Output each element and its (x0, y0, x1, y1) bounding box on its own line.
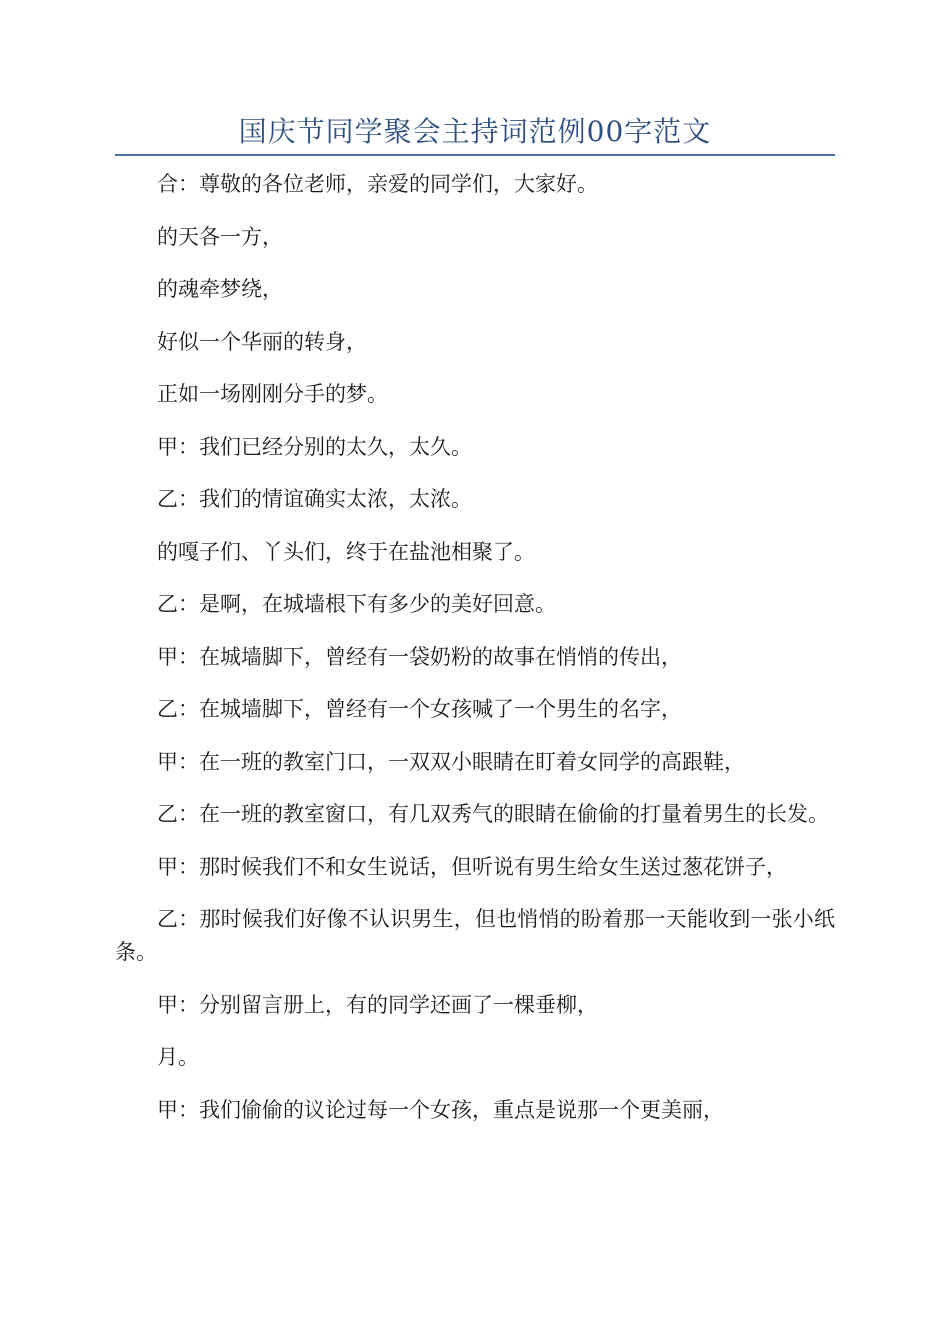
paragraph: 正如一场刚刚分手的梦。 (157, 382, 388, 406)
paragraph: 甲：在一班的教室门口，一双双小眼睛在盯着女同学的高跟鞋， (157, 749, 745, 774)
paragraph: 的嘎子们、丫头们，终于在盐池相聚了。 (157, 539, 535, 564)
paragraph: 甲：在城墙脚下，曾经有一袋奶粉的故事在悄悄的传出， (157, 644, 682, 669)
paragraph: 甲：我们已经分别的太久，太久。 (157, 434, 472, 459)
paragraph: 的魂牵梦绕， (157, 277, 283, 301)
paragraph: 乙：我们的情谊确实太浓，太浓。 (157, 487, 472, 511)
paragraph: 合：尊敬的各位老师，亲爱的同学们，大家好。 (157, 172, 598, 196)
title-underline (115, 154, 835, 156)
paragraph: 月。 (157, 1045, 199, 1069)
paragraph: 好似一个华丽的转身， (157, 329, 367, 354)
paragraph: 乙：在城墙脚下，曾经有一个女孩喊了一个男生的名字， (157, 697, 682, 721)
document-title: 国庆节同学聚会主持词范例00字范文 (238, 115, 712, 148)
paragraph: 甲：那时候我们不和女生说话，但听说有男生给女生送过葱花饼子， (157, 854, 787, 879)
document-body (115, 168, 835, 1146)
paragraph: 乙：那时候我们好像不认识男生，但也悄悄的盼着那一天能收到一张小纸条。 (115, 907, 835, 964)
paragraph: 乙：在一班的教室窗口，有几双秀气的眼睛在偷偷的打量着男生的长发。 (157, 802, 829, 826)
paragraph: 甲：分别留言册上，有的同学还画了一棵垂柳， (157, 992, 598, 1017)
paragraph: 乙：是啊，在城墙根下有多少的美好回意。 (157, 592, 556, 616)
paragraph: 甲：我们偷偷的议论过每一个女孩，重点是说那一个更美丽， (157, 1097, 724, 1122)
paragraph: 的天各一方， (157, 224, 283, 249)
